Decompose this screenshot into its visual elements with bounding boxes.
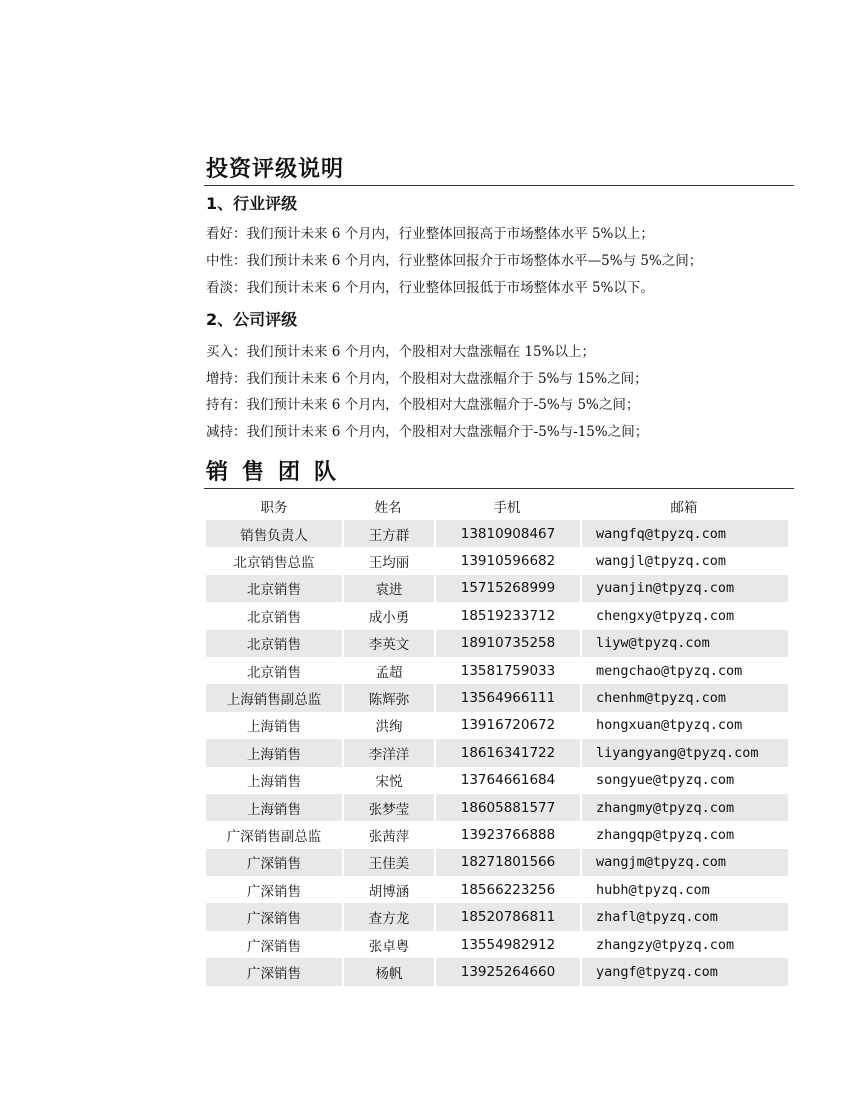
industry-rating-line: 看好：我们预计未来 6 个月内，行业整体回报高于市场整体水平 5%以上；	[206, 226, 654, 242]
table-row	[206, 876, 788, 903]
cell-role: 广深销售副总监	[226, 828, 322, 845]
cell-role: 北京销售	[206, 575, 342, 602]
cell-name: 成小勇	[342, 602, 434, 629]
cell-role: 北京销售	[206, 630, 342, 657]
company-rating-line: 持有：我们预计未来 6 个月内，个股相对大盘涨幅介于-5%与 5%之间；	[206, 397, 640, 413]
cell-email: yuanjin@tpyzq.com	[580, 575, 788, 602]
rating-title: 投资评级说明	[206, 157, 345, 182]
cell-phone: 13581759033	[434, 657, 580, 684]
table-row	[206, 547, 788, 574]
cell-role: 广深销售	[206, 958, 342, 985]
cell-name: 胡博涵	[342, 876, 434, 903]
cell-role: 北京销售	[247, 664, 301, 681]
table-row	[206, 849, 788, 876]
header-role: 职务	[260, 499, 288, 516]
header-name: 姓名	[374, 499, 402, 516]
cell-role: 上海销售	[206, 794, 342, 821]
cell-phone: 18566223256	[434, 876, 580, 903]
table-row	[206, 821, 788, 848]
cell-email: hongxuan@tpyzq.com	[580, 712, 788, 739]
company-rating-line: 减持：我们预计未来 6 个月内，个股相对大盘涨幅介于-5%与-15%之间；	[206, 424, 649, 440]
cell-email: yangf@tpyzq.com	[580, 958, 788, 985]
table-row	[206, 794, 788, 821]
cell-phone: 18605881577	[434, 794, 580, 821]
cell-email: chengxy@tpyzq.com	[580, 602, 788, 629]
company-rating-line: 买入：我们预计未来 6 个月内，个股相对大盘涨幅在 15%以上；	[206, 344, 595, 360]
table-row	[206, 931, 788, 958]
cell-phone: 18519233712	[434, 602, 580, 629]
company-rating-line: 增持：我们预计未来 6 个月内，个股相对大盘涨幅介于 5%与 15%之间；	[206, 371, 648, 387]
table-row	[206, 767, 788, 794]
industry-rating-heading: 1、行业评级	[206, 194, 298, 213]
cell-email: mengchao@tpyzq.com	[580, 657, 788, 684]
cell-role: 北京销售总监	[233, 555, 315, 572]
cell-name: 王均丽	[342, 547, 434, 574]
cell-name: 宋悦	[342, 767, 434, 794]
industry-rating-line: 中性：我们预计未来 6 个月内，行业整体回报介于市场整体水平—5%与 5%之间；	[206, 253, 703, 269]
cell-phone: 13564966111	[434, 684, 580, 711]
sales-team-title: 销售团队	[206, 460, 351, 485]
cell-phone: 18520786811	[434, 903, 580, 930]
table-header-row	[206, 491, 788, 520]
cell-email: zhangzy@tpyzq.com	[580, 931, 788, 958]
cell-name: 李英文	[342, 630, 434, 657]
cell-email: wangfq@tpyzq.com	[580, 520, 788, 547]
cell-email: wangjl@tpyzq.com	[580, 547, 788, 574]
cell-email: songyue@tpyzq.com	[580, 767, 788, 794]
cell-name: 查方龙	[342, 903, 434, 930]
cell-name: 王佳美	[342, 849, 434, 876]
cell-phone: 13916720672	[434, 712, 580, 739]
cell-phone: 13764661684	[434, 767, 580, 794]
cell-phone: 18616341722	[434, 739, 580, 766]
cell-role: 上海销售	[206, 739, 342, 766]
cell-name: 张卓粤	[342, 931, 434, 958]
table-row	[206, 602, 788, 629]
cell-email: wangjm@tpyzq.com	[580, 849, 788, 876]
cell-email: zhangmy@tpyzq.com	[580, 794, 788, 821]
cell-role: 上海销售	[247, 719, 301, 736]
cell-phone: 13923766888	[434, 821, 580, 848]
company-rating-heading: 2、公司评级	[206, 310, 298, 329]
cell-name: 洪绚	[342, 712, 434, 739]
cell-name: 孟超	[342, 657, 434, 684]
table-row	[206, 630, 788, 657]
cell-role: 广深销售	[247, 938, 301, 955]
cell-name: 王方群	[342, 520, 434, 547]
cell-phone: 18910735258	[434, 630, 580, 657]
cell-email: hubh@tpyzq.com	[580, 876, 788, 903]
industry-rating-line: 看淡：我们预计未来 6 个月内，行业整体回报低于市场整体水平 5%以下。	[206, 280, 654, 296]
table-row	[206, 958, 788, 985]
cell-role: 销售负责人	[206, 520, 342, 547]
table-row	[206, 684, 788, 711]
cell-phone: 13925264660	[434, 958, 580, 985]
cell-name: 杨帆	[342, 958, 434, 985]
cell-name: 张梦莹	[342, 794, 434, 821]
sales-team-title-rule	[204, 488, 794, 489]
table-row	[206, 520, 788, 547]
cell-phone: 15715268999	[434, 575, 580, 602]
cell-phone: 13810908467	[434, 520, 580, 547]
table-row	[206, 575, 788, 602]
cell-name: 张茜萍	[342, 821, 434, 848]
cell-name: 陈辉弥	[342, 684, 434, 711]
cell-name: 袁进	[342, 575, 434, 602]
cell-phone: 13554982912	[434, 931, 580, 958]
header-email: 邮箱	[670, 499, 698, 516]
cell-role: 上海销售副总监	[206, 684, 342, 711]
sales-team-table	[206, 491, 788, 986]
cell-email: liyangyang@tpyzq.com	[580, 739, 788, 766]
table-row	[206, 712, 788, 739]
cell-email: chenhm@tpyzq.com	[580, 684, 788, 711]
cell-role: 北京销售	[247, 609, 301, 626]
rating-title-rule	[204, 185, 794, 186]
table-row	[206, 739, 788, 766]
cell-phone: 18271801566	[434, 849, 580, 876]
table-row	[206, 903, 788, 930]
cell-role: 广深销售	[247, 883, 301, 900]
header-phone: 手机	[493, 499, 521, 516]
cell-role: 广深销售	[206, 849, 342, 876]
cell-phone: 13910596682	[434, 547, 580, 574]
table-body	[206, 520, 788, 986]
cell-email: liyw@tpyzq.com	[580, 630, 788, 657]
cell-email: zhangqp@tpyzq.com	[580, 821, 788, 848]
cell-email: zhafl@tpyzq.com	[580, 903, 788, 930]
table-row	[206, 657, 788, 684]
cell-role: 广深销售	[206, 903, 342, 930]
cell-name: 李洋洋	[342, 739, 434, 766]
cell-role: 上海销售	[247, 774, 301, 791]
